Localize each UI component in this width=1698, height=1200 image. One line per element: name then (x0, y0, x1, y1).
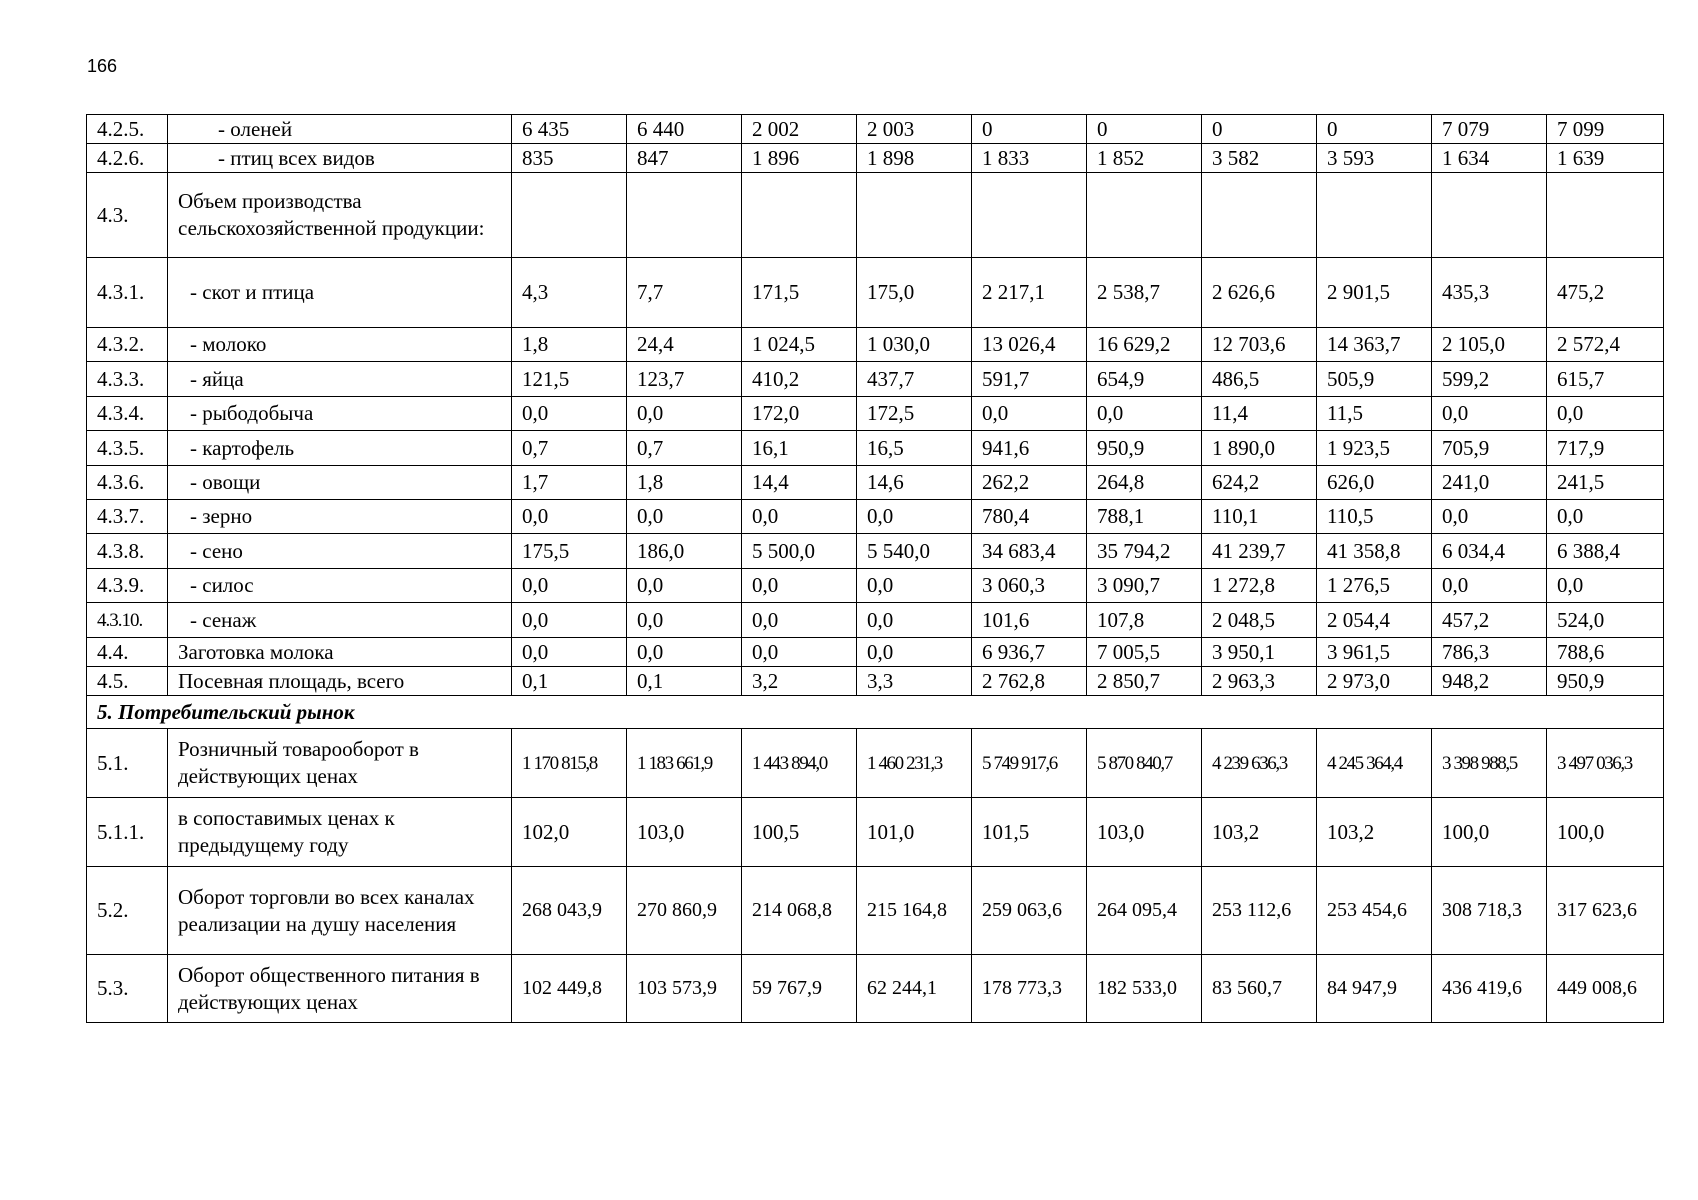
value-cell: 7 099 (1547, 115, 1664, 144)
value-cell: 0,0 (857, 603, 972, 638)
value-cell: 6 388,4 (1547, 534, 1664, 569)
value-cell: 241,0 (1432, 466, 1547, 500)
value-cell: 4 239 636,3 (1202, 729, 1317, 798)
value-cell: 268 043,9 (512, 867, 627, 955)
value-cell: 1 634 (1432, 144, 1547, 173)
value-cell: 0,1 (512, 667, 627, 696)
value-cell: 214 068,8 (742, 867, 857, 955)
value-cell: 2 217,1 (972, 258, 1087, 328)
row-name: - сено (168, 534, 512, 569)
value-cell: 0,0 (1547, 397, 1664, 431)
value-cell: 5 870 840,7 (1087, 729, 1202, 798)
value-cell: 270 860,9 (627, 867, 742, 955)
table-row (87, 115, 1664, 144)
row-code: 4.3. (87, 173, 168, 258)
value-cell: 0 (1087, 115, 1202, 144)
value-cell: 0,0 (512, 569, 627, 603)
value-cell: 3 961,5 (1317, 638, 1432, 667)
value-cell: 2 626,6 (1202, 258, 1317, 328)
row-code: 4.3.4. (87, 397, 168, 431)
value-cell: 410,2 (742, 362, 857, 397)
row-code: 4.5. (87, 667, 168, 696)
value-cell: 308 718,3 (1432, 867, 1547, 955)
value-cell: 626,0 (1317, 466, 1432, 500)
row-code: 4.3.6. (87, 466, 168, 500)
value-cell: 0,0 (857, 638, 972, 667)
value-cell: 16,5 (857, 431, 972, 466)
value-cell: 35 794,2 (1087, 534, 1202, 569)
value-cell: 107,8 (1087, 603, 1202, 638)
value-cell: 0,0 (627, 569, 742, 603)
value-cell: 14,4 (742, 466, 857, 500)
value-cell: 2 762,8 (972, 667, 1087, 696)
row-name: - яйца (168, 362, 512, 397)
value-cell: 84 947,9 (1317, 955, 1432, 1023)
value-cell (857, 173, 972, 258)
table-row (87, 534, 1664, 569)
table-row (87, 500, 1664, 534)
value-cell: 1 852 (1087, 144, 1202, 173)
value-cell: 0,0 (512, 603, 627, 638)
value-cell: 16,1 (742, 431, 857, 466)
value-cell: 847 (627, 144, 742, 173)
table-row (87, 798, 1664, 867)
value-cell: 103,2 (1317, 798, 1432, 867)
table-row (87, 729, 1664, 798)
value-cell: 121,5 (512, 362, 627, 397)
section-title: 5. Потребительский рынок (87, 696, 1664, 729)
row-code: 4.3.7. (87, 500, 168, 534)
value-cell: 1 898 (857, 144, 972, 173)
value-cell: 103 573,9 (627, 955, 742, 1023)
value-cell: 717,9 (1547, 431, 1664, 466)
value-cell: 0 (1317, 115, 1432, 144)
row-code: 4.4. (87, 638, 168, 667)
row-code: 5.2. (87, 867, 168, 955)
value-cell: 2 048,5 (1202, 603, 1317, 638)
value-cell: 11,4 (1202, 397, 1317, 431)
value-cell: 3 593 (1317, 144, 1432, 173)
row-name: Оборот общественного питания в действующих ценах (168, 955, 512, 1023)
value-cell: 437,7 (857, 362, 972, 397)
value-cell: 100,0 (1547, 798, 1664, 867)
value-cell: 0,0 (1547, 569, 1664, 603)
row-code: 4.3.9. (87, 569, 168, 603)
row-name: - картофель (168, 431, 512, 466)
value-cell: 41 358,8 (1317, 534, 1432, 569)
value-cell: 1 890,0 (1202, 431, 1317, 466)
value-cell: 788,1 (1087, 500, 1202, 534)
value-cell: 253 454,6 (1317, 867, 1432, 955)
value-cell: 59 767,9 (742, 955, 857, 1023)
value-cell: 1 272,8 (1202, 569, 1317, 603)
value-cell: 1,7 (512, 466, 627, 500)
value-cell: 123,7 (627, 362, 742, 397)
value-cell: 6 440 (627, 115, 742, 144)
value-cell: 0,0 (1432, 500, 1547, 534)
value-cell: 788,6 (1547, 638, 1664, 667)
value-cell (512, 173, 627, 258)
row-code: 4.3.5. (87, 431, 168, 466)
table-row (87, 569, 1664, 603)
value-cell: 0,0 (742, 638, 857, 667)
value-cell (1202, 173, 1317, 258)
value-cell: 171,5 (742, 258, 857, 328)
value-cell: 175,5 (512, 534, 627, 569)
value-cell: 178 773,3 (972, 955, 1087, 1023)
table-row (87, 867, 1664, 955)
row-name: Заготовка молока (168, 638, 512, 667)
value-cell: 110,5 (1317, 500, 1432, 534)
value-cell: 3 497 036,3 (1547, 729, 1664, 798)
value-cell: 505,9 (1317, 362, 1432, 397)
value-cell: 100,5 (742, 798, 857, 867)
value-cell: 2 105,0 (1432, 328, 1547, 362)
row-name: - силос (168, 569, 512, 603)
row-name: - рыбодобыча (168, 397, 512, 431)
value-cell: 2 901,5 (1317, 258, 1432, 328)
value-cell: 41 239,7 (1202, 534, 1317, 569)
value-cell: 941,6 (972, 431, 1087, 466)
row-code: 4.2.5. (87, 115, 168, 144)
value-cell: 7 079 (1432, 115, 1547, 144)
value-cell: 7,7 (627, 258, 742, 328)
value-cell: 0,0 (1432, 569, 1547, 603)
table-row (87, 328, 1664, 362)
value-cell: 1 030,0 (857, 328, 972, 362)
value-cell: 2 003 (857, 115, 972, 144)
value-cell: 2 538,7 (1087, 258, 1202, 328)
value-cell: 786,3 (1432, 638, 1547, 667)
row-code: 4.3.10. (87, 603, 168, 638)
table-row (87, 397, 1664, 431)
value-cell: 950,9 (1547, 667, 1664, 696)
value-cell: 241,5 (1547, 466, 1664, 500)
value-cell (1432, 173, 1547, 258)
value-cell: 215 164,8 (857, 867, 972, 955)
row-name: в сопоставимых ценах к предыдущему году (168, 798, 512, 867)
value-cell: 3 950,1 (1202, 638, 1317, 667)
value-cell: 486,5 (1202, 362, 1317, 397)
row-name: - овощи (168, 466, 512, 500)
value-cell (1317, 173, 1432, 258)
value-cell (972, 173, 1087, 258)
row-name: Посевная площадь, всего (168, 667, 512, 696)
value-cell: 2 963,3 (1202, 667, 1317, 696)
value-cell: 172,0 (742, 397, 857, 431)
value-cell: 5 749 917,6 (972, 729, 1087, 798)
value-cell: 591,7 (972, 362, 1087, 397)
value-cell: 0,0 (627, 638, 742, 667)
row-name: - сенаж (168, 603, 512, 638)
value-cell: 182 533,0 (1087, 955, 1202, 1023)
value-cell: 1 923,5 (1317, 431, 1432, 466)
value-cell: 186,0 (627, 534, 742, 569)
table-row (87, 955, 1664, 1023)
value-cell: 780,4 (972, 500, 1087, 534)
value-cell: 654,9 (1087, 362, 1202, 397)
value-cell: 0,7 (512, 431, 627, 466)
value-cell: 103,0 (1087, 798, 1202, 867)
value-cell: 102 449,8 (512, 955, 627, 1023)
value-cell (1087, 173, 1202, 258)
value-cell: 2 572,4 (1547, 328, 1664, 362)
value-cell: 1 896 (742, 144, 857, 173)
value-cell: 0 (972, 115, 1087, 144)
value-cell: 5 540,0 (857, 534, 972, 569)
value-cell: 0,0 (512, 638, 627, 667)
value-cell: 2 850,7 (1087, 667, 1202, 696)
value-cell: 0,0 (742, 603, 857, 638)
value-cell: 2 973,0 (1317, 667, 1432, 696)
value-cell (627, 173, 742, 258)
value-cell: 6 034,4 (1432, 534, 1547, 569)
value-cell: 62 244,1 (857, 955, 972, 1023)
value-cell: 5 500,0 (742, 534, 857, 569)
value-cell: 0,0 (512, 397, 627, 431)
value-cell: 11,5 (1317, 397, 1432, 431)
value-cell: 0 (1202, 115, 1317, 144)
value-cell: 4 245 364,4 (1317, 729, 1432, 798)
value-cell: 6 936,7 (972, 638, 1087, 667)
value-cell: 175,0 (857, 258, 972, 328)
section-header-row (87, 696, 1664, 729)
value-cell: 3 060,3 (972, 569, 1087, 603)
value-cell: 436 419,6 (1432, 955, 1547, 1023)
table-row (87, 638, 1664, 667)
value-cell: 0,7 (627, 431, 742, 466)
value-cell: 0,0 (742, 569, 857, 603)
row-name: - молоко (168, 328, 512, 362)
value-cell: 264,8 (1087, 466, 1202, 500)
table-row (87, 431, 1664, 466)
page-number: 166 (87, 56, 118, 76)
row-name: - скот и птица (168, 258, 512, 328)
value-cell: 1 833 (972, 144, 1087, 173)
value-cell (1547, 173, 1664, 258)
value-cell: 13 026,4 (972, 328, 1087, 362)
row-name: Объем производства сельскохозяйственной продукции: (168, 173, 512, 258)
table-row (87, 466, 1664, 500)
value-cell: 6 435 (512, 115, 627, 144)
row-name: Розничный товарооборот в действующих ценах (168, 729, 512, 798)
row-name: - птиц всех видов (168, 144, 512, 173)
value-cell: 0,0 (1087, 397, 1202, 431)
value-cell: 0,0 (972, 397, 1087, 431)
value-cell: 1 443 894,0 (742, 729, 857, 798)
value-cell: 3 090,7 (1087, 569, 1202, 603)
value-cell: 34 683,4 (972, 534, 1087, 569)
value-cell: 101,5 (972, 798, 1087, 867)
row-code: 4.3.1. (87, 258, 168, 328)
value-cell: 0,0 (1432, 397, 1547, 431)
value-cell: 1 170 815,8 (512, 729, 627, 798)
value-cell: 1 460 231,3 (857, 729, 972, 798)
value-cell: 948,2 (1432, 667, 1547, 696)
value-cell: 3,2 (742, 667, 857, 696)
value-cell: 705,9 (1432, 431, 1547, 466)
row-code: 4.3.2. (87, 328, 168, 362)
value-cell: 1,8 (627, 466, 742, 500)
value-cell: 599,2 (1432, 362, 1547, 397)
value-cell: 0,0 (627, 397, 742, 431)
table-row (87, 144, 1664, 173)
value-cell: 0,0 (512, 500, 627, 534)
value-cell: 14,6 (857, 466, 972, 500)
value-cell: 3 582 (1202, 144, 1317, 173)
value-cell: 950,9 (1087, 431, 1202, 466)
value-cell: 0,0 (627, 500, 742, 534)
value-cell: 835 (512, 144, 627, 173)
row-name: - оленей (168, 115, 512, 144)
value-cell: 259 063,6 (972, 867, 1087, 955)
value-cell: 1 024,5 (742, 328, 857, 362)
row-code: 5.1. (87, 729, 168, 798)
value-cell: 435,3 (1432, 258, 1547, 328)
table-row (87, 173, 1664, 258)
value-cell: 264 095,4 (1087, 867, 1202, 955)
table-row (87, 603, 1664, 638)
row-code: 5.3. (87, 955, 168, 1023)
value-cell: 524,0 (1547, 603, 1664, 638)
row-code: 4.3.8. (87, 534, 168, 569)
row-name: Оборот торговли во всех каналах реализации на душу населения (168, 867, 512, 955)
value-cell: 262,2 (972, 466, 1087, 500)
row-name: - зерно (168, 500, 512, 534)
value-cell: 253 112,6 (1202, 867, 1317, 955)
value-cell: 624,2 (1202, 466, 1317, 500)
value-cell: 7 005,5 (1087, 638, 1202, 667)
value-cell: 103,2 (1202, 798, 1317, 867)
value-cell: 2 002 (742, 115, 857, 144)
value-cell: 0,0 (1547, 500, 1664, 534)
value-cell: 1 639 (1547, 144, 1664, 173)
table-row (87, 362, 1664, 397)
value-cell: 457,2 (1432, 603, 1547, 638)
value-cell: 449 008,6 (1547, 955, 1664, 1023)
table-row (87, 667, 1664, 696)
table-row (87, 258, 1664, 328)
value-cell: 0,0 (627, 603, 742, 638)
value-cell: 3 398 988,5 (1432, 729, 1547, 798)
row-code: 4.3.3. (87, 362, 168, 397)
value-cell: 615,7 (1547, 362, 1664, 397)
value-cell: 12 703,6 (1202, 328, 1317, 362)
value-cell: 2 054,4 (1317, 603, 1432, 638)
value-cell: 475,2 (1547, 258, 1664, 328)
value-cell: 317 623,6 (1547, 867, 1664, 955)
value-cell: 103,0 (627, 798, 742, 867)
value-cell: 1,8 (512, 328, 627, 362)
value-cell: 4,3 (512, 258, 627, 328)
value-cell: 16 629,2 (1087, 328, 1202, 362)
value-cell: 0,0 (857, 569, 972, 603)
value-cell: 0,1 (627, 667, 742, 696)
row-code: 5.1.1. (87, 798, 168, 867)
value-cell: 101,0 (857, 798, 972, 867)
value-cell (742, 173, 857, 258)
value-cell: 172,5 (857, 397, 972, 431)
value-cell: 0,0 (742, 500, 857, 534)
value-cell: 0,0 (857, 500, 972, 534)
value-cell: 110,1 (1202, 500, 1317, 534)
value-cell: 24,4 (627, 328, 742, 362)
value-cell: 83 560,7 (1202, 955, 1317, 1023)
value-cell: 14 363,7 (1317, 328, 1432, 362)
value-cell: 3,3 (857, 667, 972, 696)
statistics-table (86, 114, 1664, 1023)
row-code: 4.2.6. (87, 144, 168, 173)
value-cell: 101,6 (972, 603, 1087, 638)
value-cell: 102,0 (512, 798, 627, 867)
value-cell: 1 183 661,9 (627, 729, 742, 798)
value-cell: 1 276,5 (1317, 569, 1432, 603)
value-cell: 100,0 (1432, 798, 1547, 867)
